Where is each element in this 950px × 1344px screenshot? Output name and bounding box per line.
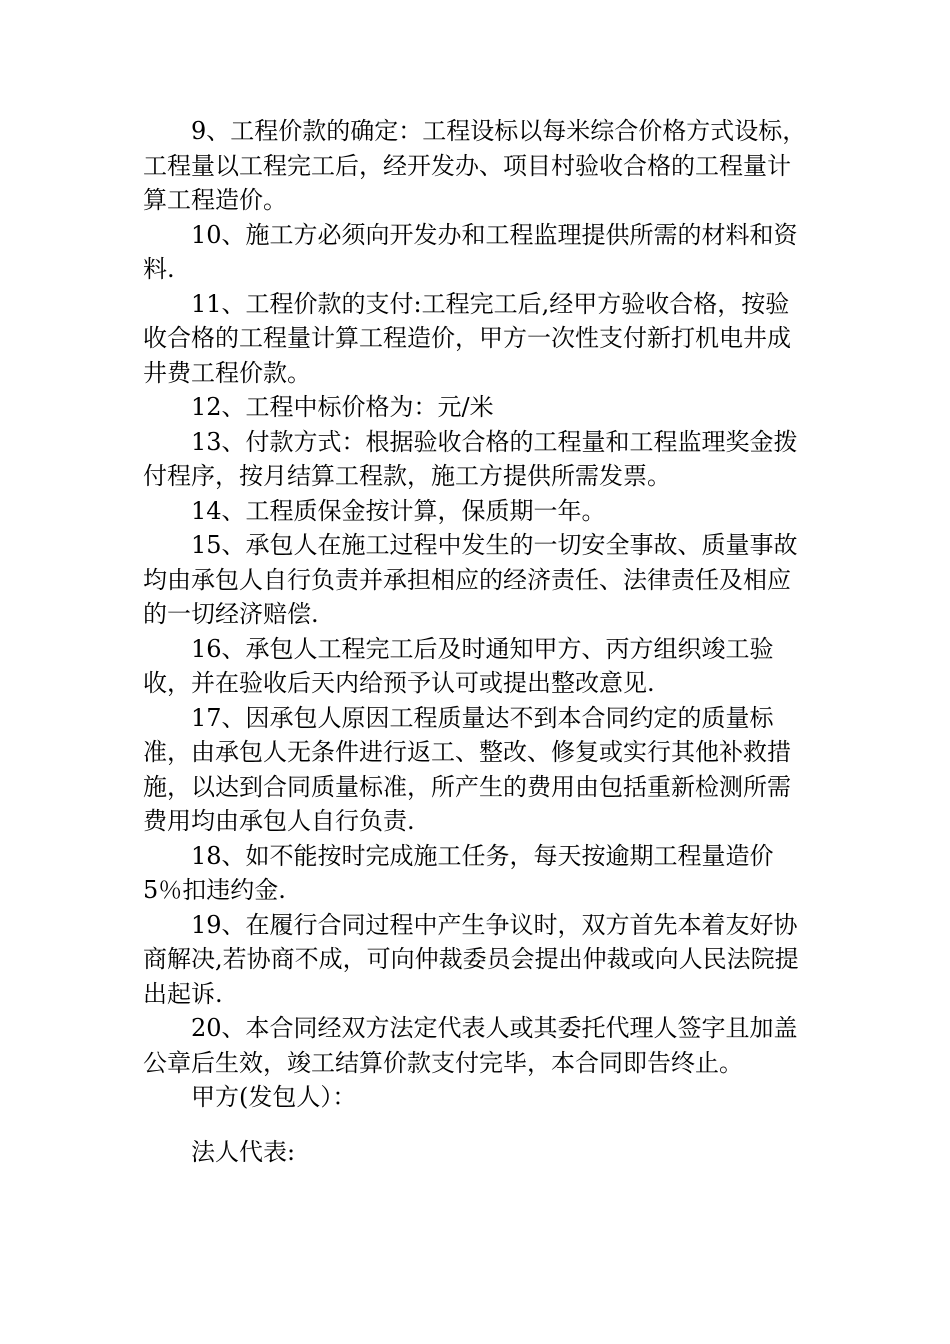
clause-9: 9、工程价款的确定：工程设标以每米综合价格方式设标，工程量以工程完工后，经开发办、项目村验收合格的工程量计算工程造价。 (143, 117, 807, 214)
clause-13: 13、付款方式：根据验收合格的工程量和工程监理奖金拨付程序，按月结算工程款，施工方提供所需发票。 (143, 427, 798, 490)
clause-16: 16、承包人工程完工后及时通知甲方、丙方组织竣工验收，并在验收后天内给预予认可或提出整改意见. (143, 634, 774, 697)
clause-20: 20、本合同经双方法定代表人或其委托代理人签字且加盖公章后生效，竣工结算价款支付完毕，本合同即告终止。 (143, 1014, 798, 1077)
legal-representative-label: 法人代表: (191, 1137, 296, 1166)
contract-body (143, 114, 811, 1169)
clause-12: 12、工程中标价格为：元/米 (191, 393, 494, 421)
clause-18: 18、如不能按时完成施工任务，每天按逾期工程量造价5％扣违约金. (143, 841, 774, 904)
clause-11: 11、工程价款的支付:工程完工后,经甲方验收合格，按验收合格的工程量计算工程造价，甲方一次性支付新打机电井成井费工程价款。 (143, 289, 791, 387)
clause-17: 17、因承包人原因工程质量达不到本合同约定的质量标准，由承包人无条件进行返工、整改、修复或实行其他补救措施，以达到合同质量标准，所产生的费用由包括重新检测所需费用均由承包人自行负责. (143, 703, 791, 835)
party-a-label: 甲方(发包人）： (191, 1083, 357, 1111)
clause-19: 19、在履行合同过程中产生争议时，双方首先本着友好协商解决,若协商不成，可向仲裁委员会提出仲裁或向人民法院提出起诉. (143, 910, 799, 1008)
clause-10: 10、施工方必须向开发办和工程监理提供所需的材料和资料. (143, 220, 798, 283)
clause-15: 15、承包人在施工过程中发生的一切安全事故、质量事故均由承包人自行负责并承担相应的经济责任、法律责任及相应的一切经济赔偿. (143, 531, 798, 628)
clause-14: 14、工程质保金按计算，保质期一年。 (191, 496, 606, 525)
